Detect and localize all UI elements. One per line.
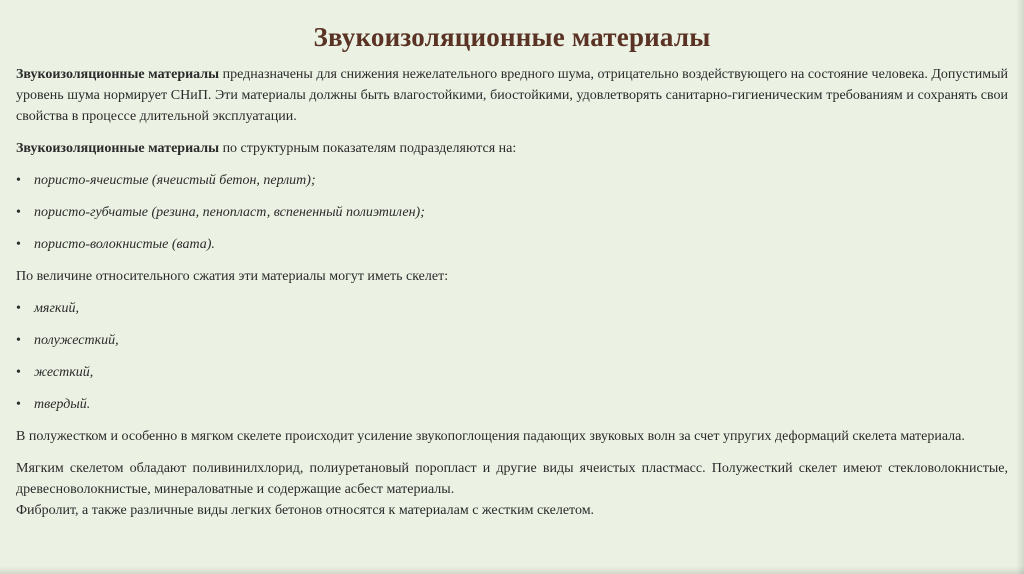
slide-shadow-right <box>1016 0 1024 574</box>
bullet-mark: • <box>16 205 21 220</box>
bullet-mark: • <box>16 173 21 188</box>
structure-type-porous-spongy: пористо-губчатые (резина, пенопласт, вспененный полиэтилен); <box>34 205 425 220</box>
bullet-mark: • <box>16 333 21 348</box>
skeleton-type-rigid: жесткий, <box>34 365 94 380</box>
intro-term: Звукоизоляционные материалы <box>16 67 220 82</box>
skeleton-type-semi-rigid: полужесткий, <box>34 333 119 348</box>
skeleton-type-hard: твердый. <box>34 397 91 412</box>
slide-title: Звукоизоляционные материалы <box>313 22 711 52</box>
slide-shadow-bottom <box>0 566 1024 574</box>
bullet-mark: • <box>16 301 21 316</box>
list-item <box>16 170 1008 191</box>
fibrolite-paragraph: Фибролит, а также различные виды легких бетонов относятся к материалам с жестким скелетом. <box>16 503 595 518</box>
soft-skeleton-paragraph: Мягким скелетом обладают поливинилхлорид, полиуретановый поропласт и другие виды ячеистых пластмасс. Полужесткий скелет имеют стекловолокнистые, древесноволокнистые, минераловатные и содержащие асбест материалы. <box>16 461 1008 497</box>
list-item <box>16 362 1008 383</box>
list-item <box>16 234 1008 255</box>
intro-paragraph <box>16 64 1008 127</box>
skeleton-type-soft: мягкий, <box>34 301 79 316</box>
structure-type-porous-fibrous: пористо-волокнистые (вата). <box>34 237 215 252</box>
skeleton-intro-paragraph: По величине относительного сжатия эти материалы могут иметь скелет: <box>16 269 449 284</box>
list-item <box>16 202 1008 223</box>
list-item <box>16 394 1008 415</box>
structure-intro-paragraph <box>16 138 1008 159</box>
bullet-mark: • <box>16 237 21 252</box>
structure-intro-text: по структурным показателям подразделяются на: <box>219 141 517 156</box>
absorption-paragraph: В полужестком и особенно в мягком скелете происходит усиление звукопоглощения падающих звуковых волн за счет упругих деформаций скелета материала. <box>16 429 965 444</box>
structure-term: Звукоизоляционные материалы <box>16 141 220 156</box>
bullet-mark: • <box>16 365 21 380</box>
bullet-mark: • <box>16 397 21 412</box>
intro-text: предназначены для снижения нежелательного вредного шума, отрицательно воздействующего на состояние человека. Допустимый уровень шума нормирует СНиП. Эти материалы должны быть влагостойкими, биостойкими, удовлетворять санитарно-гигиеническим требованиям и сохранять свои свойства в процессе длительной эксплуатации. <box>16 67 1008 124</box>
structure-type-porous-cellular: пористо-ячеистые (ячеистый бетон, перлит); <box>34 173 316 188</box>
list-item <box>16 330 1008 351</box>
list-item <box>16 298 1008 319</box>
slide-content <box>16 64 1008 532</box>
